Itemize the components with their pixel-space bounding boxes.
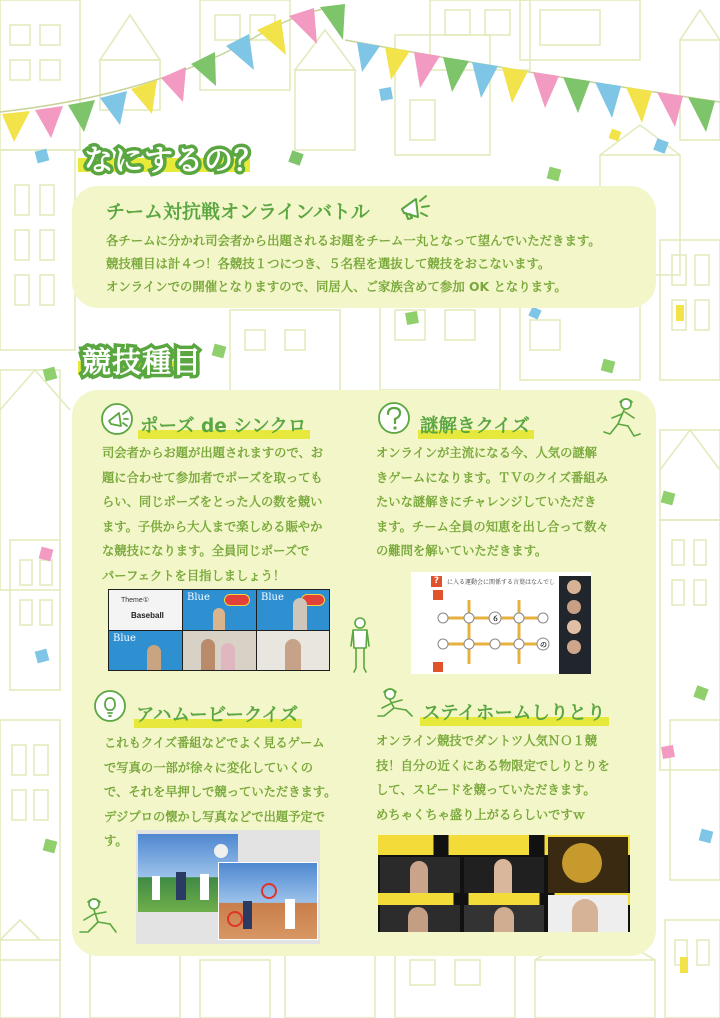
event-line: オンライン競技でダントツ人気ＮＯ１競 [376, 734, 598, 748]
event-line: きゲームになります。ＴＶのクイズ番組み [376, 470, 608, 485]
event-text-pose [102, 441, 352, 588]
event-title-pose [136, 412, 310, 438]
event-line: めちゃくちゃ盛り上がるらしいですｗ [376, 807, 586, 822]
standing-person-icon [349, 616, 371, 676]
video-tile [183, 590, 256, 630]
question-mark-icon [376, 400, 412, 436]
nazotoki-screenshot: ? に入る運動会に関係する言葉はなんでし ６ の [411, 572, 591, 674]
intro-line: 競技種目は計４つ！各競技１つにつき、５名程を選抜して競技をおこないます。 [106, 256, 551, 271]
section-title-events-text: 競技種目 [82, 345, 203, 379]
intro-text [106, 229, 646, 298]
event-line: で、それを早押しで競っていただきます。 [104, 785, 337, 799]
video-tile [464, 857, 544, 893]
intro-line: 各チームに分かれ司会者から出題されるお題をチーム一丸となって望んでいただきます。 [106, 233, 601, 248]
intro-title-text: チーム対抗戦オンラインバトル [106, 201, 370, 223]
section-title-what [84, 138, 264, 179]
bunting-decoration [0, 0, 720, 160]
event-line: す。 [104, 834, 128, 848]
event-line: ます。チーム全員の知恵を出し合って数々 [376, 519, 609, 534]
video-tile [380, 905, 460, 932]
sliding-runner-icon [76, 894, 122, 940]
event-text-nazotoki [376, 441, 646, 564]
video-tile [257, 590, 329, 630]
video-tile [109, 631, 182, 670]
section-title-what-text: なにするの？ [84, 143, 265, 177]
quiz-question: に入る運動会に関係する言葉はなんでし [447, 579, 556, 586]
event-line: ます。子供から大人まで楽しめる賑やか [102, 519, 323, 534]
theme-word: Baseball [131, 611, 164, 620]
intro-title [106, 197, 370, 224]
event-text-shiritori [376, 729, 646, 827]
event-line: オンラインが主流になる今、人気の謎解 [376, 446, 597, 460]
video-tile [548, 895, 628, 932]
event-title-aha-text: アハムービークイズ [136, 705, 299, 726]
event-title-aha [132, 701, 302, 727]
pose-game-screenshot [108, 589, 330, 671]
event-title-shiritori [418, 699, 609, 725]
megaphone-icon [398, 193, 432, 221]
aha-photo-after [218, 862, 318, 940]
team-label: Blue [187, 592, 210, 603]
event-line: で写真の一部が徐々に変化していくの [104, 760, 314, 775]
shiritori-video-grid [378, 835, 630, 932]
event-line: らい、同じポーズをとった人の数を競い [102, 495, 323, 509]
theme-label: Theme① [121, 597, 150, 604]
video-tile [183, 631, 256, 670]
quiz-node: の [540, 641, 547, 649]
intro-line: オンラインでの開催となりますので、同居人、ご家族含めて参加 OK となります。 [106, 279, 567, 294]
event-title-nazotoki-text: 謎解きクイズ [420, 416, 530, 437]
event-line: 技！自分の近くにある物限定でしりとりを [376, 758, 610, 773]
event-title-nazotoki [416, 412, 534, 438]
aha-photo-collage [136, 830, 320, 944]
event-line: デジプロの懐かし写真などで出題予定で [104, 809, 326, 824]
section-title-events [82, 340, 202, 381]
video-tile [380, 857, 460, 893]
sliding-runner-icon [376, 686, 416, 720]
runner-icon [600, 396, 646, 444]
event-line: これもクイズ番組などでよく見るゲーム [104, 736, 325, 750]
megaphone-circle-icon [100, 402, 134, 436]
quiz-node: ６ [492, 615, 499, 623]
event-line: 題に合わせて参加者でポーズを取っても [102, 470, 323, 485]
event-line: して、スピードを競っていただきます。 [376, 783, 596, 797]
team-label: Blue [113, 633, 136, 644]
event-line: な競技になります。全員同じポーズで [102, 544, 310, 558]
video-tile [464, 905, 544, 932]
quiz-grid [411, 588, 556, 674]
video-tile [257, 631, 329, 670]
event-line: パーフェクトを目指しましょう！ [102, 568, 286, 583]
theme-card [109, 590, 182, 630]
event-line: 司会者からお題が出題されますので、お [102, 446, 324, 460]
video-tile [548, 837, 628, 893]
event-title-pose-text: ポーズ de シンクロ [140, 416, 307, 437]
event-line: の難問を解いていただきます。 [376, 544, 548, 558]
event-line: たいな謎解きにチャレンジしていただき [376, 495, 597, 509]
event-title-shiritori-text: ステイホームしりとり [422, 703, 606, 724]
lightbulb-icon [92, 688, 128, 724]
team-label: Blue [261, 592, 284, 603]
